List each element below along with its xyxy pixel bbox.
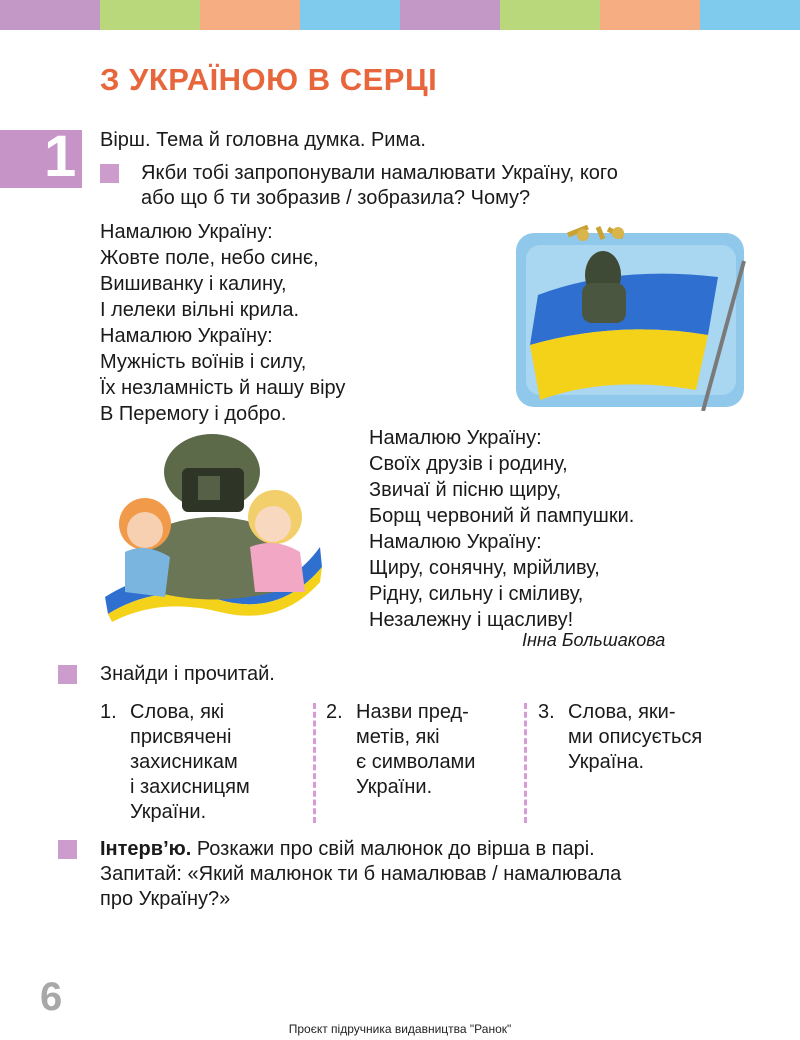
poem-line: Намалюю Україну:	[100, 325, 273, 347]
poem-stanza-1	[100, 219, 345, 427]
top-bar-segment	[200, 0, 300, 30]
poem-author: Інна Большакова	[522, 630, 666, 650]
lesson-intro: Вірш. Тема й головна думка. Рима.	[100, 129, 426, 151]
poem-line: Їх незламність й нашу віру	[100, 377, 346, 399]
top-bar-segment	[300, 0, 400, 30]
top-bar-segment	[700, 0, 800, 30]
interview-text: Розкажи про свій малюнок до вірша в парі.	[191, 838, 595, 860]
poem-line: І лелеки вільні крила.	[100, 299, 300, 321]
lesson-number: 1	[44, 124, 77, 189]
column-text: Слова, яки-	[568, 701, 676, 723]
poem-line: Звичаї й пісню щиру,	[369, 479, 562, 501]
column-line: є символами	[356, 751, 476, 773]
task-marker-icon	[58, 840, 77, 859]
question-line-1: Якби тобі запропонували намалювати Україну, кого	[141, 162, 618, 184]
column-line: України.	[356, 776, 433, 798]
task-column-1	[100, 700, 250, 825]
task-marker-icon	[100, 164, 119, 183]
poem-stanza-2	[369, 425, 634, 633]
task-find-read: Знайди і прочитай.	[100, 663, 275, 685]
column-line	[538, 700, 702, 725]
poem-line: Намалюю Україну:	[369, 531, 542, 553]
column-text: Слова, які	[130, 701, 225, 723]
column-divider	[524, 703, 527, 823]
column-text: Назви пред-	[356, 701, 469, 723]
column-line: присвячені	[130, 726, 232, 748]
column-number: 2.	[326, 701, 343, 723]
task-marker-icon	[58, 665, 77, 684]
poem-line: В Перемогу і добро.	[100, 403, 287, 425]
interview-line-3: про Україну?»	[100, 888, 231, 910]
column-line	[100, 700, 250, 725]
poem-line: Жовте поле, небо синє,	[100, 247, 319, 269]
flag-soldier-illustration	[508, 225, 753, 411]
children-soldier-illustration	[100, 432, 325, 622]
column-number: 3.	[538, 701, 555, 723]
poem-line: Намалюю Україну:	[369, 427, 542, 449]
column-line: захисникам	[130, 751, 238, 773]
column-line: України.	[130, 801, 207, 823]
column-line: ми описується	[568, 726, 703, 748]
poem-line: Щиру, сонячну, мрійливу,	[369, 557, 600, 579]
column-number: 1.	[100, 701, 117, 723]
top-bar-segment	[0, 0, 100, 30]
task-column-3	[538, 700, 702, 775]
column-divider	[313, 703, 316, 823]
page-title: З УКРАЇНОЮ В СЕРЦІ	[100, 62, 438, 97]
column-line	[326, 700, 475, 725]
poem-line: Борщ червоний й пампушки.	[369, 505, 635, 527]
question-line-2: або що б ти зобразив / зобразила? Чому?	[141, 187, 531, 209]
column-line: метів, які	[356, 726, 440, 748]
interview-label: Інтерв’ю.	[100, 838, 192, 860]
page-number: 6	[40, 975, 63, 1019]
interview-line-1	[100, 837, 595, 862]
top-bar-segment	[400, 0, 500, 30]
task-column-2	[326, 700, 475, 800]
top-bar-segment	[100, 0, 200, 30]
column-line: Україна.	[568, 751, 645, 773]
poem-line: Намалюю Україну:	[100, 221, 273, 243]
column-line: і захисницям	[130, 776, 250, 798]
footer-note: Проєкт підручника видавництва "Ранок"	[288, 1022, 512, 1036]
top-bar-segment	[500, 0, 600, 30]
top-bar-segment	[600, 0, 700, 30]
poem-line: Вишиванку і калину,	[100, 273, 287, 295]
poem-line: Мужність воїнів і силу,	[100, 351, 307, 373]
poem-line: Своїх друзів і родину,	[369, 453, 568, 475]
interview-line-2: Запитай: «Який малюнок ти б намалював / намалювала	[100, 863, 622, 885]
poem-line: Рідну, сильну і сміливу,	[369, 583, 584, 605]
poem-line: Незалежну і щасливу!	[369, 609, 574, 631]
top-color-bar	[0, 0, 800, 30]
